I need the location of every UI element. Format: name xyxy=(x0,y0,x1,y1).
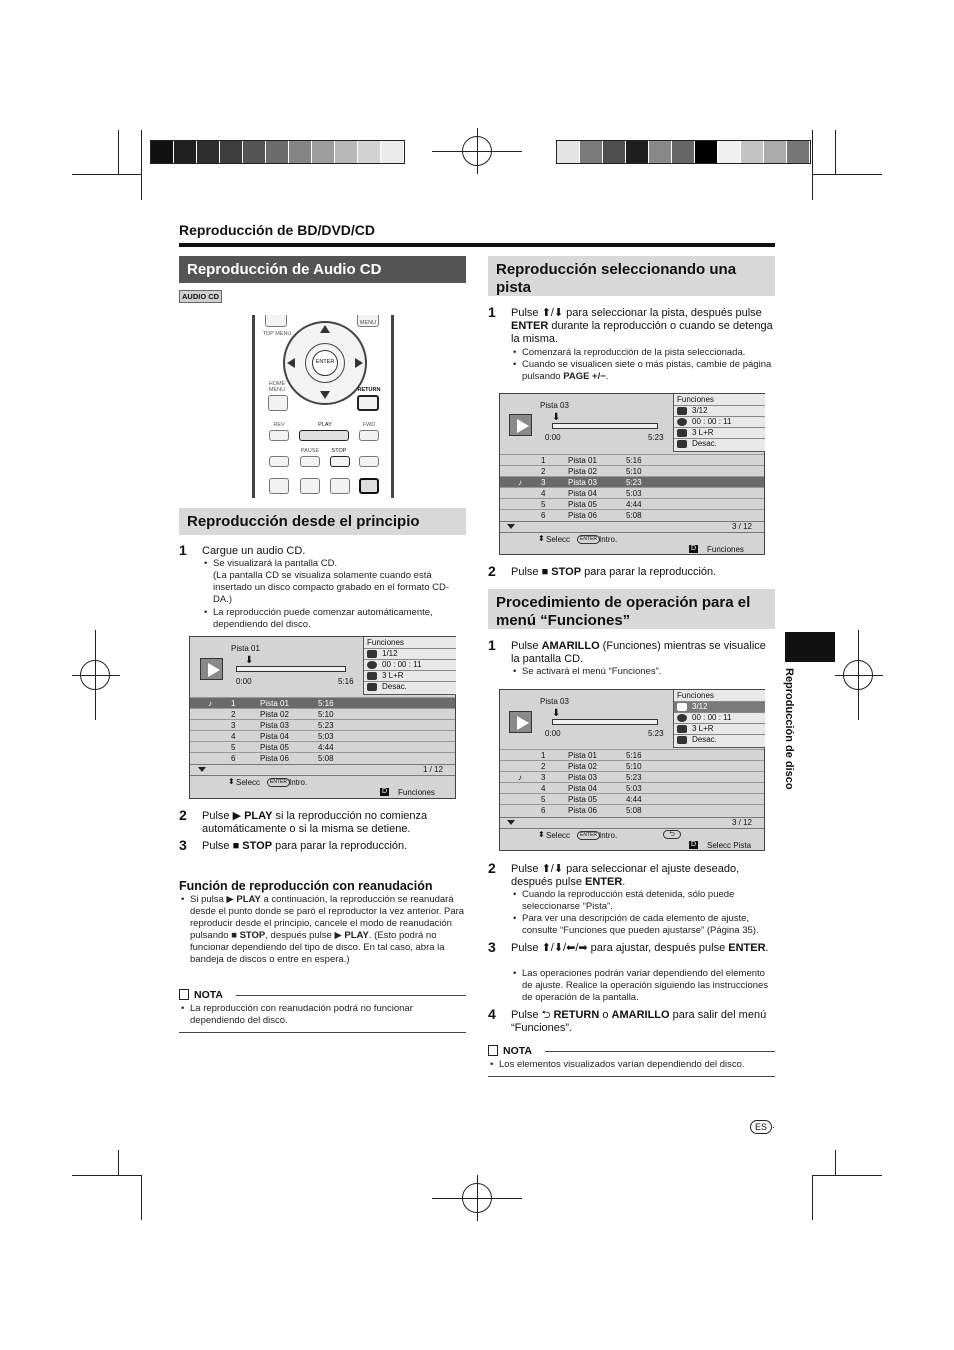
cd-screen-2 xyxy=(499,393,765,555)
panel-row-repeat: Desac. xyxy=(674,438,765,449)
table-row: 3 Pista 03 5:23 xyxy=(190,719,455,730)
track-count: 3 / 12 xyxy=(731,818,752,827)
note-bottom-rule xyxy=(179,1032,466,1033)
panel-row-time: 00 : 00 : 11 xyxy=(364,659,456,670)
table-row: 5 Pista 05 4:44 xyxy=(500,498,764,509)
panel-row-time: 00 : 00 : 11 xyxy=(674,416,765,427)
step-3-number: 3 xyxy=(179,837,187,853)
registration-mark xyxy=(477,1175,478,1221)
updown-icon: ⬍ xyxy=(538,534,545,543)
functions-panel xyxy=(673,690,765,748)
repeat-icon xyxy=(677,736,687,744)
time-end: 5:23 xyxy=(648,729,664,738)
table-row: 2 Pista 02 5:10 xyxy=(500,465,764,476)
r2-step-4-text: Pulse ⮌ RETURN o AMARILLO para salir del menú “Funciones”. xyxy=(511,1009,767,1034)
panel-row-track: 3/12 xyxy=(674,701,765,712)
r2-step-1-bullet: • Se activará el menú “Funciones”. xyxy=(522,666,774,678)
repeat-icon xyxy=(367,683,377,691)
step-2-number: 2 xyxy=(179,807,187,823)
arrow-up-icon xyxy=(320,325,330,333)
table-row: 2 Pista 02 5:10 xyxy=(500,760,764,771)
clock-icon xyxy=(677,714,687,722)
registration-mark xyxy=(835,675,883,676)
position-marker-icon: ⬇ xyxy=(552,412,561,423)
step-2-text: Pulse ▶ PLAY si la reproducción no comienza automáticamente o si la misma se detiene. xyxy=(202,810,428,835)
updown-icon: ⬍ xyxy=(228,777,235,786)
track-list xyxy=(500,749,764,816)
table-row: 1 Pista 01 5:16 xyxy=(500,454,764,465)
footer-functions: Funciones xyxy=(398,788,435,797)
page-dot: · xyxy=(772,1122,775,1132)
arrow-left-icon xyxy=(287,358,295,368)
color-button-yellow xyxy=(359,478,379,494)
position-marker-icon: ⬇ xyxy=(245,655,254,666)
cd-screen-3 xyxy=(499,689,765,851)
header-rule xyxy=(179,243,775,247)
note-text: • Los elementos visualizados varían dependiendo del disco. xyxy=(499,1059,774,1071)
audio-icon xyxy=(677,725,687,733)
play-button xyxy=(299,430,349,441)
time-end: 5:23 xyxy=(648,433,664,442)
crop-mark xyxy=(812,1175,813,1220)
step-1-bullet-1b: (La pantalla CD se visualiza solamente cuando está insertado un disco compacto grabado en el formato CD-DA.) xyxy=(213,570,450,605)
section-title-functions-menu: Procedimiento de operación para el menú “Funciones” xyxy=(488,589,775,629)
table-row: 5 Pista 05 4:44 xyxy=(500,793,764,804)
panel-row-track: 3/12 xyxy=(674,405,765,416)
registration-mark xyxy=(477,128,478,174)
pause-button xyxy=(300,456,320,467)
audio-icon xyxy=(367,672,377,680)
language-badge: ES xyxy=(750,1120,772,1134)
crop-mark xyxy=(141,1175,142,1220)
footer-intro: Intro. xyxy=(599,831,618,840)
note-icon xyxy=(488,1045,498,1056)
list-divider xyxy=(500,532,764,533)
clock-icon xyxy=(677,418,687,426)
panel-row-repeat: Desac. xyxy=(674,734,765,745)
footer-select: Selecc xyxy=(546,831,571,840)
track-title: Pista 03 xyxy=(540,697,569,706)
crop-mark xyxy=(118,1150,119,1176)
footer-select-track: Selecc Pista xyxy=(707,841,752,850)
now-playing-icon: ♪ xyxy=(518,478,522,487)
now-playing-icon: ♪ xyxy=(518,773,522,782)
progress-bar xyxy=(552,423,658,429)
progress-bar xyxy=(236,666,346,672)
panel-row-audio: 3 L+R xyxy=(674,427,765,438)
return-icon: ⮌ xyxy=(663,830,681,839)
footer-intro: Intro. xyxy=(599,535,618,544)
r2-step-3-number: 3 xyxy=(488,939,496,955)
crop-mark xyxy=(835,1150,836,1176)
table-row: 5 Pista 05 4:44 xyxy=(190,741,455,752)
step-1-number: 1 xyxy=(179,542,187,558)
r2-step-3-text: Pulse ⬆/⬇/⬅/➡ para ajustar, después pulse ENTER. xyxy=(511,942,769,954)
registration-mark xyxy=(72,675,120,676)
list-divider xyxy=(500,521,764,522)
functions-panel xyxy=(363,637,456,695)
pause-label: PAUSE xyxy=(300,448,320,454)
table-row: ♪ 1 Pista 01 5:16 xyxy=(190,697,455,708)
track-icon xyxy=(677,703,687,711)
r2-step-2-text: Pulse ⬆/⬇ para seleccionar el ajuste deseado, después pulse ENTER. xyxy=(511,863,740,888)
table-row: 2 Pista 02 5:10 xyxy=(190,708,455,719)
page-down-icon xyxy=(198,767,206,772)
yellow-d-icon: D xyxy=(382,788,388,795)
table-row: 4 Pista 04 5:03 xyxy=(190,730,455,741)
r-step-1-bullet-1: • Comenzará la reproducción de la pista seleccionada. xyxy=(522,347,774,359)
play-icon xyxy=(509,414,532,436)
side-tab xyxy=(785,632,835,662)
table-row: 6 Pista 06 5:08 xyxy=(190,752,455,763)
time-start: 0:00 xyxy=(236,677,252,686)
r2-step-1-text: Pulse AMARILLO (Funciones) mientras se visualice la pantalla CD. xyxy=(511,640,766,665)
crop-mark xyxy=(835,130,836,175)
remote-control xyxy=(252,315,394,498)
table-row: ♪ 3 Pista 03 5:23 xyxy=(500,476,764,487)
r2-step-3-bullet: • Las operaciones podrán variar dependiendo del elemento de ajuste. Realice la operación siguiendo las instrucciones de operación de la pantalla. xyxy=(522,968,774,1004)
fwd-label: FWD xyxy=(362,422,376,428)
color-button-green xyxy=(330,478,350,494)
top-menu-button xyxy=(265,315,287,327)
note-text: • La reproducción con reanudación podrá no funcionar dependiendo del disco. xyxy=(190,1003,465,1027)
repeat-icon xyxy=(677,440,687,448)
step-3-text: Pulse ■ STOP para parar la reproducción. xyxy=(202,840,408,852)
enter-label: ENTER xyxy=(315,359,335,365)
track-title: Pista 03 xyxy=(540,401,569,410)
table-row: 6 Pista 06 5:08 xyxy=(500,509,764,520)
time-start: 0:00 xyxy=(545,433,561,442)
updown-icon: ⬍ xyxy=(538,830,545,839)
position-marker-icon: ⬇ xyxy=(552,708,561,719)
r-step-2-text: Pulse ■ STOP para parar la reproducción. xyxy=(511,566,717,578)
clock-icon xyxy=(367,661,377,669)
stop-label: STOP xyxy=(331,448,347,454)
panel-row-repeat: Desac. xyxy=(364,681,456,692)
audio-icon xyxy=(677,429,687,437)
track-icon xyxy=(677,407,687,415)
yellow-d-icon: D xyxy=(691,841,697,848)
note-bottom-rule xyxy=(488,1076,775,1077)
footer-functions: Funciones xyxy=(707,545,744,554)
play-icon xyxy=(509,711,532,733)
table-row: 1 Pista 01 5:16 xyxy=(500,749,764,760)
r2-step-2-bullet-2: • Para ver una descripción de cada elemento de ajuste, consulte “Funciones que pueden ajustarse” (Página 35). xyxy=(522,913,774,937)
skip-back-button xyxy=(269,456,289,467)
track-title: Pista 01 xyxy=(231,644,260,653)
r2-step-2-bullet-1: • Cuando la reproducción está detenida, sólo puede seleccionarse “Pista”. xyxy=(522,889,774,913)
top-menu-label: TOP MENU xyxy=(262,331,292,337)
step-1-bullet-2: • La reproducción puede comenzar automáticamente, dependiendo del disco. xyxy=(213,607,465,631)
home-button xyxy=(268,395,288,411)
arrow-right-icon xyxy=(355,358,363,368)
note-icon xyxy=(179,989,189,1000)
r-step-1-number: 1 xyxy=(488,304,496,320)
functions-panel-title: Funciones xyxy=(677,691,714,700)
enter-icon: ENTER xyxy=(577,535,600,544)
registration-mark xyxy=(858,630,859,720)
track-list xyxy=(500,454,764,521)
footer-select: Selecc xyxy=(546,535,571,544)
r-step-1-text: Pulse ⬆/⬇ para seleccionar la pista, después pulse ENTER durante la reproducción o cuando se detenga la misma. xyxy=(511,307,773,345)
functions-panel-title: Funciones xyxy=(367,638,404,647)
footer-select: Selecc xyxy=(236,778,261,787)
crop-mark xyxy=(812,130,813,200)
fwd-button xyxy=(359,430,379,441)
section-title-select-track: Reproducción seleccionando una pista xyxy=(488,256,775,296)
resume-text: • Si pulsa ▶ PLAY a continuación, la reproducción se reanudará desde el punto donde se paró el reproductor la vez anterior. Para reproducir desde el principio, cancele el modo de reanudación pulsando ■ STOP, después pulse ▶ PLAY. (Esto podrá no funcionar dependiendo del tipo de disco. En tal caso, abra la bandeja de discos o entre en espera.) xyxy=(190,894,465,966)
progress-bar xyxy=(552,719,658,725)
page-down-icon xyxy=(507,820,515,825)
crop-mark xyxy=(141,130,142,200)
crop-mark xyxy=(72,174,142,175)
table-row: 6 Pista 06 5:08 xyxy=(500,804,764,815)
menu-label: MENU xyxy=(359,320,377,326)
panel-row-audio: 3 L+R xyxy=(674,723,765,734)
play-icon xyxy=(200,658,223,680)
r2-step-1-number: 1 xyxy=(488,637,496,653)
panel-row-audio: 3 L+R xyxy=(364,670,456,681)
functions-panel-title: Funciones xyxy=(677,395,714,404)
audio-cd-badge: AUDIO CD xyxy=(179,290,222,303)
list-divider xyxy=(190,764,455,765)
registration-mark xyxy=(95,630,96,720)
step-1-text: Cargue un audio CD. xyxy=(202,545,306,557)
r-step-1-bullet-2: • Cuando se visualicen siete o más pistas, cambie de página pulsando PAGE +/−. xyxy=(522,359,774,383)
page-header-title: Reproducción de BD/DVD/CD xyxy=(179,222,376,238)
note-rule xyxy=(545,1051,775,1052)
resume-subtitle: Función de reproducción con reanudación xyxy=(179,879,433,893)
return-button xyxy=(357,395,379,411)
footer-intro: Intro. xyxy=(289,778,308,787)
list-divider xyxy=(500,828,764,829)
r2-step-4-number: 4 xyxy=(488,1006,496,1022)
table-row: 4 Pista 04 5:03 xyxy=(500,487,764,498)
color-button-blue xyxy=(269,478,289,494)
return-label: RETURN xyxy=(357,387,381,393)
table-row: ♪ 3 Pista 03 5:23 xyxy=(500,771,764,782)
track-list xyxy=(190,697,455,764)
section-title-from-start: Reproducción desde el principio xyxy=(179,508,466,535)
crop-mark xyxy=(72,1175,142,1176)
color-bar-left xyxy=(150,140,405,164)
crop-mark xyxy=(118,130,119,175)
time-start: 0:00 xyxy=(545,729,561,738)
track-count: 3 / 12 xyxy=(731,522,752,531)
track-count: 1 / 12 xyxy=(422,765,443,774)
time-end: 5:16 xyxy=(338,677,354,686)
note-label: NOTA xyxy=(503,1045,532,1057)
note-rule xyxy=(236,995,466,996)
skip-fwd-button xyxy=(359,456,379,467)
crop-mark xyxy=(812,1175,882,1176)
panel-row-track: 1/12 xyxy=(364,648,456,659)
crop-mark xyxy=(812,174,882,175)
track-icon xyxy=(367,650,377,658)
rev-button xyxy=(269,430,289,441)
table-row: 4 Pista 04 5:03 xyxy=(500,782,764,793)
play-label: PLAY xyxy=(318,422,332,428)
step-1-bullet-1: • Se visualizará la pantalla CD. xyxy=(213,558,465,570)
page-down-icon xyxy=(507,524,515,529)
note-label: NOTA xyxy=(194,989,223,1001)
home-menu-label: HOME MENU xyxy=(268,381,286,393)
arrow-down-icon xyxy=(320,391,330,399)
enter-icon: ENTER xyxy=(267,778,290,787)
r-step-2-number: 2 xyxy=(488,563,496,579)
stop-button xyxy=(330,456,350,467)
panel-row-time: 00 : 00 : 11 xyxy=(674,712,765,723)
color-bar-right xyxy=(556,140,811,164)
r2-step-2-number: 2 xyxy=(488,860,496,876)
enter-icon: ENTER xyxy=(577,831,600,840)
functions-panel xyxy=(673,394,765,452)
side-tab-label: Reproducción de disco xyxy=(783,668,795,790)
now-playing-icon: ♪ xyxy=(208,699,212,708)
color-button-red xyxy=(300,478,320,494)
cd-screen-1 xyxy=(189,636,456,799)
list-divider xyxy=(500,817,764,818)
yellow-d-icon: D xyxy=(691,545,697,552)
list-divider xyxy=(190,775,455,776)
section-title-audio-cd: Reproducción de Audio CD xyxy=(179,256,466,283)
rev-label: REV xyxy=(273,422,285,428)
